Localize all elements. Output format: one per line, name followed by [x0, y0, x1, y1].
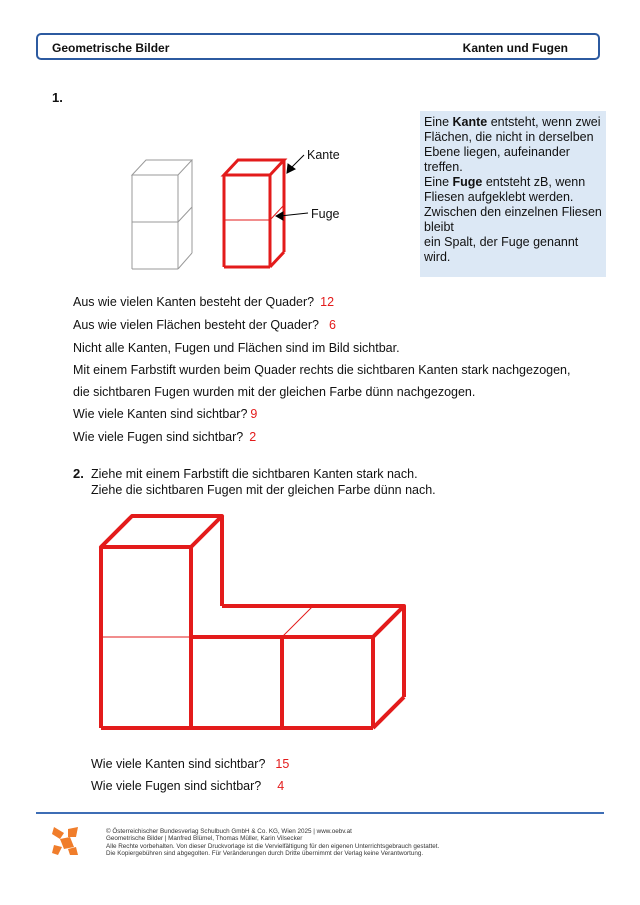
- grey-cuboid: [132, 160, 192, 269]
- page-header: [36, 33, 600, 60]
- question-text: Wie viele Fugen sind sichtbar?: [91, 779, 262, 793]
- footer-line: Die Kopiergebühren sind abgegolten. Für Veränderungen durch Dritte übernimmt der Verlag keine Verantwortung.: [106, 850, 424, 858]
- answer-value: 2: [249, 430, 257, 444]
- question-kanten-sichtbar-2: [91, 757, 289, 771]
- question-text: Wie viele Kanten sind sichtbar?: [73, 407, 248, 421]
- red-cuboid: [224, 160, 284, 267]
- footer-line: Geometrische Bilder | Manfred Blümel, Thomas Müller, Karin Vilsecker: [106, 835, 303, 843]
- question-kanten-quader: [73, 295, 334, 309]
- question-text: Wie viele Kanten sind sichtbar?: [91, 757, 266, 771]
- question-fugen-sichtbar-2: [91, 779, 284, 793]
- def-text: Eine: [424, 115, 453, 129]
- question-fugen-sichtbar: [73, 430, 256, 444]
- question-text: Aus wie vielen Kanten besteht der Quader?: [73, 295, 315, 309]
- answer-value: 12: [320, 295, 335, 309]
- label-fuge: Fuge: [311, 207, 340, 221]
- cuboid-figures: [120, 145, 460, 285]
- answer-value: 9: [250, 407, 258, 421]
- footer-line: Alle Rechte vorbehalten. Von dieser Druckvorlage ist die Vervielfältigung für den eigenen Unterrichtsgebrauch gestattet.: [106, 842, 440, 850]
- question-text: Aus wie vielen Flächen besteht der Quader?: [73, 318, 319, 332]
- definition-box: [420, 111, 606, 277]
- def-text: entsteht zB, wenn Fliesen aufgeklebt werden. Zwischen den einzelnen Fliesen bleibt: [424, 175, 602, 234]
- label-kante: Kante: [307, 148, 340, 162]
- answer-value: 15: [275, 757, 290, 771]
- header-right-title: Kanten und Fugen: [462, 41, 568, 55]
- l-shape-figure: [95, 510, 425, 740]
- statement-line: die sichtbaren Fugen wurden mit der gleichen Farbe dünn nachgezogen.: [73, 385, 476, 399]
- question-flaechen-quader: [73, 318, 336, 332]
- footer-line: © Österreichischer Bundesverlag Schulbuch GmbH & Co. KG, Wien 2025 | www.oebv.at: [106, 828, 352, 835]
- term-fuge: Fuge: [452, 175, 483, 189]
- def-text: Eine: [424, 175, 453, 189]
- task1-number: 1.: [52, 90, 63, 105]
- instruction-line: Ziehe die sichtbaren Fugen mit der gleichen Farbe dünn nach.: [91, 483, 436, 497]
- term-kante: Kante: [452, 115, 488, 129]
- question-kanten-sichtbar: [73, 407, 257, 421]
- answer-value: 4: [277, 779, 285, 793]
- question-text: Wie viele Fugen sind sichtbar?: [73, 430, 244, 444]
- statement-line: Mit einem Farbstift wurden beim Quader rechts die sichtbaren Kanten stark nachgezogen,: [73, 363, 571, 377]
- footer-divider: [36, 812, 604, 814]
- answer-value: 6: [328, 318, 336, 332]
- task2-instruction: [91, 466, 436, 498]
- header-left-title: Geometrische Bilder: [52, 41, 170, 55]
- publisher-logo-icon: [50, 825, 80, 857]
- instruction-line: Ziehe mit einem Farbstift die sichtbaren Kanten stark nach.: [91, 467, 418, 481]
- def-text: ein Spalt, der Fuge genannt wird.: [424, 235, 579, 264]
- statement-line: Nicht alle Kanten, Fugen und Flächen sind im Bild sichtbar.: [73, 341, 400, 355]
- def-text: entsteht, wenn zwei Flächen, die nicht in derselben Ebene liegen, aufeinander treffen.: [424, 115, 601, 174]
- footer-text: [106, 828, 439, 858]
- task2-number: 2.: [73, 466, 84, 481]
